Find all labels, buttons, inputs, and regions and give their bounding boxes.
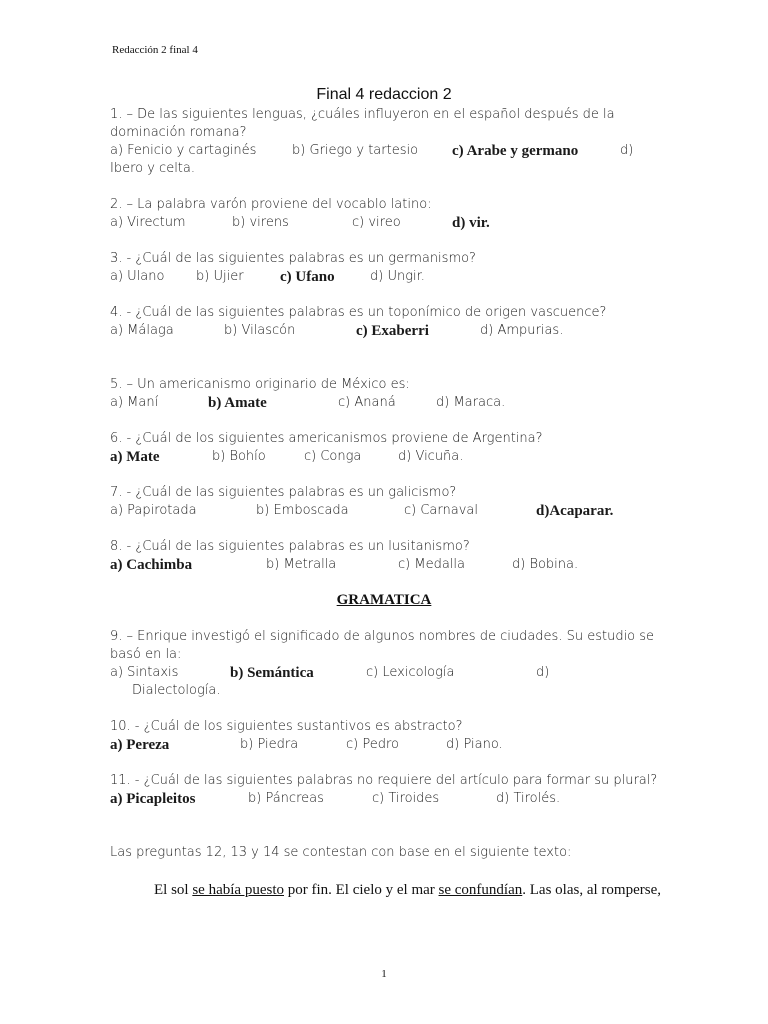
question-8-options xyxy=(110,556,670,574)
option-a: a) Sintaxis xyxy=(110,665,179,680)
option-d-answer: d) vir. xyxy=(452,215,490,231)
question-11-options xyxy=(110,790,670,808)
question-9 xyxy=(110,628,670,700)
option-a: a) Virectum xyxy=(110,215,186,230)
option-a-answer: a) Pereza xyxy=(110,737,170,753)
option-b: b) Páncreas xyxy=(248,791,324,806)
question-1-text: 1. – De las siguientes lenguas, ¿cuáles influyeron en el español después de la dominación romana? xyxy=(110,107,615,140)
question-4-text: 4. - ¿Cuál de las siguientes palabras es un toponímico de origen vascuence? xyxy=(110,305,607,320)
option-d: d) Ungir. xyxy=(370,269,425,284)
option-d: d) Piano. xyxy=(446,737,503,752)
option-b-answer: b) Amate xyxy=(208,395,267,411)
reading-note-text: Las preguntas 12, 13 y 14 se contestan con base en el siguiente texto: xyxy=(110,845,572,860)
option-b: b) Emboscada xyxy=(256,503,349,518)
question-10-options xyxy=(110,736,670,754)
question-10-text: 10. - ¿Cuál de los siguientes sustantivos es abstracto? xyxy=(110,719,463,734)
question-2-text: 2. – La palabra varón proviene del vocablo latino: xyxy=(110,197,432,212)
question-11-text: 11. - ¿Cuál de las siguientes palabras no requiere del artículo para formar su plural? xyxy=(110,773,658,788)
question-9-text: 9. – Enrique investigó el significado de algunos nombres de ciudades. Su estudio se basó en la: xyxy=(110,629,655,662)
question-5-options xyxy=(110,394,670,412)
option-d: d) Maraca. xyxy=(436,395,506,410)
page-number: 1 xyxy=(381,968,387,980)
question-7-options xyxy=(110,502,670,520)
option-d: d) Tirolés. xyxy=(496,791,561,806)
option-c: c) Conga xyxy=(304,449,362,464)
passage-part-2: por fin. El cielo y el mar xyxy=(283,882,439,898)
passage-part-1: El sol xyxy=(154,882,193,898)
option-c: c) Tiroides xyxy=(372,791,440,806)
option-d: d) Vicuña. xyxy=(398,449,464,464)
option-c: c) Lexicología xyxy=(366,665,455,680)
option-a-answer: a) Cachimba xyxy=(110,557,193,573)
option-b: b) Vilascón xyxy=(224,323,296,338)
question-8 xyxy=(110,538,670,574)
question-3 xyxy=(110,250,670,286)
option-a: a) Málaga xyxy=(110,323,174,338)
option-c: c) Ananá xyxy=(338,395,396,410)
question-6-options xyxy=(110,448,670,466)
question-2 xyxy=(110,196,670,232)
question-7 xyxy=(110,484,670,520)
question-4 xyxy=(110,304,670,340)
option-c-answer: c) Exaberri xyxy=(356,323,429,339)
passage xyxy=(110,880,670,900)
option-c: c) vireo xyxy=(352,215,401,230)
question-7-text: 7. - ¿Cuál de las siguientes palabras es un galicismo? xyxy=(110,485,457,500)
option-c: c) Pedro xyxy=(346,737,399,752)
question-3-options xyxy=(110,268,670,286)
option-b-answer: b) Semántica xyxy=(230,665,314,681)
option-a: a) Maní xyxy=(110,395,159,410)
question-1 xyxy=(110,106,670,178)
option-c-answer: c) Arabe y germano xyxy=(452,143,579,159)
option-b: b) Metralla xyxy=(266,557,337,572)
option-a-answer: a) Picapleitos xyxy=(110,791,196,807)
option-b: b) virens xyxy=(232,215,289,230)
running-header: Redacción 2 final 4 xyxy=(112,44,198,56)
question-1-options xyxy=(110,142,670,160)
question-8-text: 8. - ¿Cuál de las siguientes palabras es un lusitanismo? xyxy=(110,539,470,554)
option-d: d) Bobina. xyxy=(512,557,579,572)
question-10 xyxy=(110,718,670,754)
option-c-answer: c) Ufano xyxy=(280,269,335,285)
passage-part-3: . Las olas, al romperse, xyxy=(522,882,661,898)
option-d: d) Ampurias. xyxy=(480,323,564,338)
question-2-options xyxy=(110,214,670,232)
question-6 xyxy=(110,430,670,466)
passage-text xyxy=(110,880,670,900)
option-d-continued: Dialectología. xyxy=(132,683,221,698)
question-4-options xyxy=(110,322,670,340)
option-d: d) xyxy=(620,143,634,158)
option-b: b) Ujier xyxy=(196,269,244,284)
option-d-answer: d)Acaparar. xyxy=(536,503,614,519)
option-a-answer: a) Mate xyxy=(110,449,160,465)
option-c: c) Medalla xyxy=(398,557,465,572)
option-b: b) Piedra xyxy=(240,737,299,752)
option-a: a) Fenicio y cartaginés xyxy=(110,143,257,158)
option-d-continued: Ibero y celta. xyxy=(110,161,196,176)
option-b: b) Griego y tartesio xyxy=(292,143,419,158)
section-heading-gramatica: GRAMATICA xyxy=(336,592,432,608)
option-d: d) xyxy=(536,665,550,680)
page-title: Final 4 redaccion 2 xyxy=(316,86,452,103)
question-3-text: 3. - ¿Cuál de las siguientes palabras es un germanismo? xyxy=(110,251,476,266)
question-5-text: 5. – Un americanismo originario de México es: xyxy=(110,377,410,392)
passage-underlined-2: se confundían xyxy=(438,882,523,898)
option-a: a) Papirotada xyxy=(110,503,197,518)
question-6-text: 6. - ¿Cuál de los siguientes americanismos proviene de Argentina? xyxy=(110,431,543,446)
option-b: b) Bohío xyxy=(212,449,266,464)
question-9-options xyxy=(110,664,670,682)
option-a: a) Ulano xyxy=(110,269,165,284)
question-11 xyxy=(110,772,670,808)
passage-underlined-1: se había puesto xyxy=(192,882,284,898)
option-c: c) Carnaval xyxy=(404,503,478,518)
question-5 xyxy=(110,376,670,412)
reading-note xyxy=(110,844,670,862)
